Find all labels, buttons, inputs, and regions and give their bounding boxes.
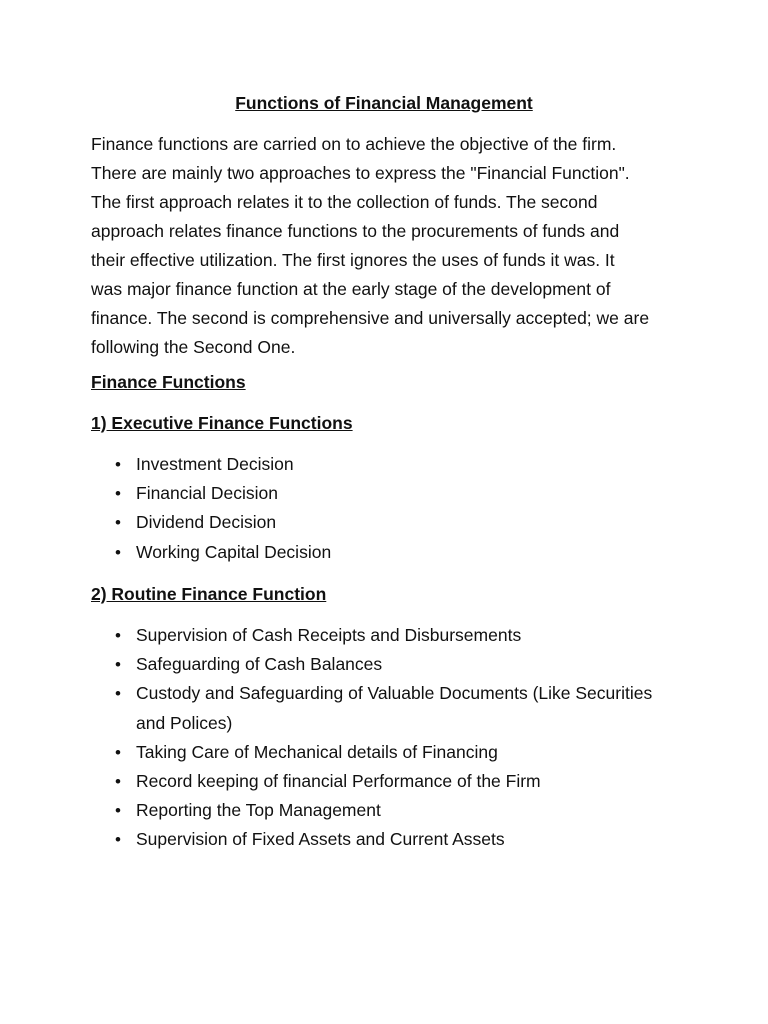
intro-line: following the Second One. [91, 337, 296, 357]
list-item-text: Investment Decision [136, 454, 294, 474]
list-item-text: Record keeping of financial Performance of the Firm [136, 771, 541, 792]
list-item-text: Financial Decision [136, 483, 279, 504]
intro-line: There are mainly two approaches to express the "Financial Function". [91, 163, 630, 183]
list-item [91, 621, 652, 650]
list-item [91, 479, 331, 508]
bullet-icon: • [115, 542, 121, 562]
list-item-text: Custody and Safeguarding of Valuable Documents (Like Securities [136, 683, 653, 704]
finance-functions-heading: Finance Functions [91, 372, 246, 392]
bullet-icon: • [115, 513, 121, 533]
list-item-text: Safeguarding of Cash Balances [136, 654, 383, 675]
list-item [91, 450, 331, 479]
intro-line: their effective utilization. The first ignores the uses of funds it was. It [91, 250, 615, 270]
list-item [91, 679, 652, 737]
intro-line: Finance functions are carried on to achieve the objective of the firm. [91, 134, 617, 154]
bullet-icon: • [115, 772, 121, 792]
bullet-icon: • [115, 626, 121, 645]
list-item [91, 738, 652, 767]
list-item-text: Dividend Decision [136, 512, 277, 533]
bullet-icon: • [115, 742, 121, 762]
routine-function-heading: 2) Routine Finance Function [91, 584, 327, 604]
list-item-text-continuation: and Polices) [136, 712, 233, 733]
bullet-icon: • [115, 801, 121, 821]
list-item [91, 538, 331, 567]
list-item-text: Taking Care of Mechanical details of Financing [136, 741, 498, 762]
bullet-icon: • [115, 455, 121, 474]
intro-line: finance. The second is comprehensive and universally accepted; we are [91, 308, 650, 328]
list-item-text: Supervision of Cash Receipts and Disbursements [136, 625, 522, 645]
list-item [91, 767, 652, 796]
list-item-text: Reporting the Top Management [136, 800, 381, 821]
list-item [91, 796, 652, 825]
document-title: Functions of Financial Management [235, 93, 533, 113]
intro-line: approach relates finance functions to the procurements of funds and [91, 221, 620, 241]
list-item-text: Working Capital Decision [136, 541, 332, 562]
list-item [91, 650, 652, 679]
bullet-icon: • [115, 484, 121, 504]
intro-line: The first approach relates it to the collection of funds. The second [91, 192, 598, 212]
routine-function-list [91, 621, 652, 855]
bullet-icon: • [115, 830, 121, 850]
intro-line: was major finance function at the early stage of the development of [91, 279, 611, 299]
intro-paragraph [91, 130, 691, 362]
list-item-text: Supervision of Fixed Assets and Current Assets [136, 829, 505, 850]
list-item [91, 825, 652, 854]
bullet-icon: • [115, 684, 121, 704]
executive-functions-list [91, 450, 331, 567]
bullet-icon: • [115, 655, 121, 675]
list-item [91, 508, 331, 537]
executive-functions-heading: 1) Executive Finance Functions [91, 413, 353, 433]
